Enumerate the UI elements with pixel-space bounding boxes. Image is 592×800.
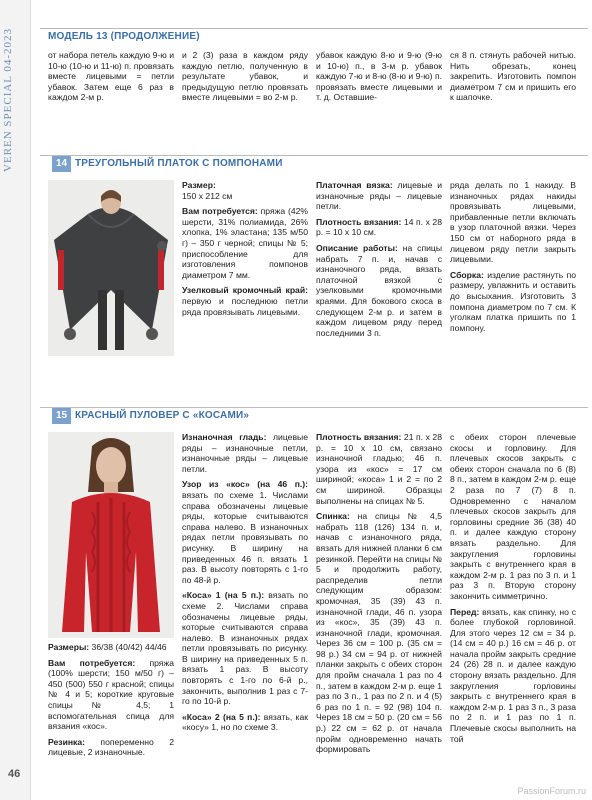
- rib-text: попеременно 2 лицевые, 2 изнаночные.: [48, 736, 174, 758]
- back-label: Спинка:: [316, 511, 350, 522]
- cable2-label: «Коса» 2 (на 5 п.):: [182, 711, 261, 722]
- sec15-col4: [450, 432, 576, 758]
- desc-label: Описание работы:: [316, 242, 398, 253]
- section-15-number: 15: [52, 408, 71, 424]
- need-label: Вам потребуется:: [182, 206, 258, 217]
- edge-label: Узелковый кромочный край:: [182, 285, 308, 296]
- pullover-photo-image: [48, 432, 174, 638]
- assembly-text: изделие растянуть по размеру, увлажнить и оставить до высыхания. Изготовить 3 помпона диаметром по 7 см. К уголкам платка пришить по 1 помпону.: [450, 269, 576, 333]
- sizes-label: Размеры:: [48, 642, 90, 652]
- cable-pattern-label: Узор из «кос» (на 46 п.):: [182, 479, 308, 490]
- section-14-header: [40, 155, 588, 172]
- sec14-col3: [316, 180, 442, 360]
- assembly-label: Сборка:: [450, 269, 484, 280]
- purl-label: Изнаночная гладь:: [182, 432, 267, 442]
- edge-text: первую и последнюю петли ряда провязывать лицевыми.: [182, 295, 308, 317]
- density-label: Плотность вязания:: [316, 216, 402, 227]
- section-14-title: ТРЕУГОЛЬНЫЙ ПЛАТОК С ПОМПОНАМИ: [75, 158, 283, 169]
- size-label: Размер:: [182, 180, 216, 190]
- sec13-col1: от набора петель каждую 9-ю и 10-ю (10-ю и 11-ю) п. провязать вместе лицевыми = петли убавок. Затем еще 6 раз в каждом 2-м р.: [48, 50, 174, 103]
- section-13-title: МОДЕЛЬ 13 (ПРОДОЛЖЕНИЕ): [48, 31, 200, 42]
- size-value: 150 х 212 см: [182, 190, 233, 201]
- need15-text: пряжа (100% шерсти; 150 м/50 г) – 450 (500) 550 г красной; спицы № 4 и 5; короткие круговые спицы № 4,5; 1 вспомогательная спица для вязания «кос».: [48, 657, 174, 732]
- purl-text: лицевые ряды – изнаночные петли, изнаночные ряды – лицевые петли.: [182, 432, 308, 474]
- front-text: вязать, как спинку, но с более глубокой горловиной. Для этого через 12 см = 34 р. (14 см = 40 р.) 16 см = 46 р. от начала пройм закрыть средние 24 (26) 28 п. и далее каждую сторону вязать раздельно. Для закругления горловины закрыть с внутреннего края в каждом 2-м р. 1 раз 3 п., 3 раза по 2 п. и 1 раз по 1 п. Плечевые скосы выполнить на той: [450, 606, 576, 744]
- sec14-col4: [450, 180, 576, 360]
- cable1-text: вязать по схеме 2. Числами справа обозначены лицевые ряды, которые считываются справа налево. В изнаночных рядах петли провязывать по рисунку. В ширину на приведенных 5 п. вязать 1 раз. В высоту повторять с 1-го по 6-й р., закончить, выполнив 1 раз с 7-го по 10-й р.: [182, 590, 308, 707]
- fabric-text: лицевые и изнаночные ряды – лицевые петли.: [316, 180, 442, 212]
- density15-label: Плотность вязания:: [316, 432, 402, 442]
- sec15-col1: [48, 642, 174, 758]
- page-number: 46: [8, 768, 21, 780]
- fabric-label: Платочная вязка:: [316, 180, 393, 190]
- sec14-col2: [182, 180, 308, 360]
- sec13-col2: и 2 (3) раза в каждом ряду каждую петлю, полученную в результате убавок, и предыдущую петлю провязать вместе лицевыми = во 2-м р.: [182, 50, 308, 103]
- sec14-col4-text: ряда делать по 1 накиду. В изнаночных рядах накиды провязывать лицевыми, прибавленные петли включать в узор платочной вязки. Через 150 см от наборного ряда в лицевом ряду петли закрыть лицевыми.: [450, 180, 576, 265]
- watermark: PassionForum.ru: [517, 786, 586, 796]
- need15-label: Вам потребуется:: [48, 657, 136, 668]
- section-14-number: 14: [52, 156, 71, 172]
- section-13-header: [40, 28, 588, 45]
- sec13-col3: убавок каждую 8-ю и 9-ю (9-ю и 10-ю) п., в 3-м р. убавок каждую 7-ю и 8-ю (8-ю и 9-ю) п. провязать вместе лицевыми и т. д. Оставшие-: [316, 50, 442, 103]
- shawl-photo-image: [48, 180, 174, 356]
- section-15-header: [40, 407, 588, 424]
- section-15-title: КРАСНЫЙ ПУЛОВЕР С «КОСАМИ»: [75, 410, 250, 421]
- magazine-title: VEREN SPECIAL 04-2023: [2, 27, 14, 172]
- sec15-col2: [182, 432, 308, 758]
- sizes-text: 36/38 (40/42) 44/46: [91, 642, 167, 652]
- back-text: на спицы № 4,5 набрать 118 (126) 134 п. и, начав с изнаночного ряда, вязать для нижней планки 6 см резинкой. Перейти на спицы № 5 и продолжить работу, распределив петли следующим образом: кромочная, 35 (39) 43 п. изнаночной глади, 46 п. узора из «кос», 35 (39) 43 п. изнаночной глади, кромочная. Через 36 см = 100 р. (35 см = 98 р.) 34 см = 94 р. от нижней планки закрыть с обеих сторон для пройм сначала 1 раз по 4 п., затем в каждом 2-м р. еще 1 раз по 3 п., 1 раз по 2 п. и 4 (5) 6 раз по 1 п. = 92 (98) 104 п. Через 18 см = 50 р. (20 см = 56 р.) 22 см = 62 р. от начала пройм одновременно начать формировать: [316, 511, 442, 755]
- cable-pattern-text: вязать по схеме 1. Числами справа обозначены лицевые ряды, которые считываются справа налево. В изнаночных рядах петли провязывать по рисунку. В ширину на приведенных 46 п. вязать 1 раз. В высоту повторять с 1-го по 48-й р.: [182, 489, 308, 585]
- cable2-text: вязать, как «косу» 1, но по схеме 3.: [182, 711, 308, 733]
- density15-text: 21 п. х 28 р. = 10 х 10 см, связано изнаночной гладью; 46 п. узора из «кос» = 17 см шириной; «коса» 1 и 2 = по 2 см шириной. Образцы выполнены на спицах № 5.: [316, 432, 442, 506]
- sec15-col3: [316, 432, 442, 758]
- spine: [0, 0, 31, 800]
- front-label: Перед:: [450, 606, 480, 617]
- shawl-photo: [48, 180, 174, 356]
- sec15-col4-text: с обеих сторон плечевые скосы и горловину. Для плечевых скосов закрыть с обеих сторон сначала по 6 (8) 8 п., затем в каждом 2-м р. еще 2 раза по 7 (7) 8 п. Одновременно с началом плечевых скосов закрыть для горловины средние 36 (38) 40 п. и далее каждую сторону вязать раздельно. Для закругления горловины закрыть с внутреннего края в каждом 2-м р. 1 раз по 3 п. и 1 раз 3 п. Вторую сторону закончить симметрично.: [450, 432, 576, 601]
- cable1-label: «Коса» 1 (на 5 п.):: [182, 590, 265, 601]
- need-text: пряжа (42% шерсти, 31% полиамида, 26% хлопка, 1% эластана; 135 м/50 г) – 350 г черной; спицы № 5; приспособление для изготовления помпонов диаметром 7 мм.: [182, 206, 308, 280]
- sec13-col4: ся 8 п. стянуть рабочей нитью. Нить обрезать, конец закрепить. Изготовить помпон диаметром 7 см и пришить его к шапочке.: [450, 50, 576, 103]
- desc-text: на спицы набрать 7 п. и, начав с изнаночного ряда, вязать платочной вязкой с узелковыми кромочными краями. Для бокового скоса в следующем 2-м р. и затем в каждом лицевом ряду перед последними 3 п.: [316, 242, 442, 338]
- rib-label: Резинка:: [48, 736, 85, 747]
- density-text: 14 п. х 28 р. = 10 х 10 см.: [316, 216, 442, 238]
- pullover-photo: [48, 432, 174, 638]
